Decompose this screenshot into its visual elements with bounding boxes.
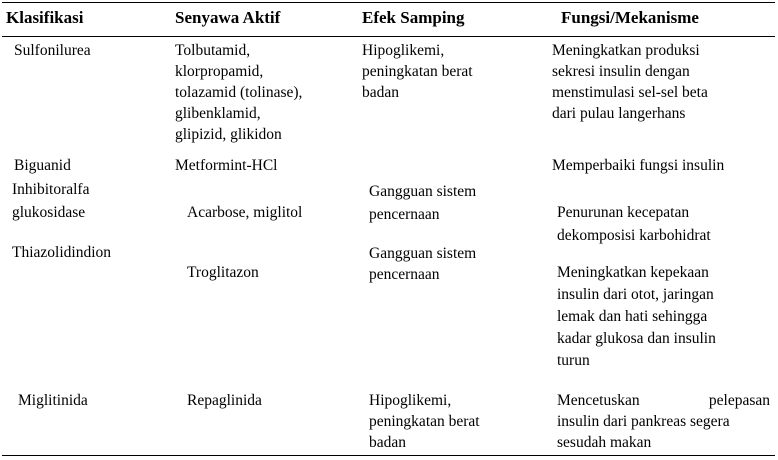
cell-fungsi-line: Meningkatkan produksi bbox=[552, 42, 700, 59]
cell-senyawa-line: Acarbose, miglitol bbox=[187, 204, 303, 221]
cell-fungsi-line: insulin dari otot, jaringan bbox=[557, 286, 714, 303]
cell-fungsi-line: lemak dan hati sehingga bbox=[557, 308, 708, 325]
cell-senyawa-line: klorpropamid, bbox=[175, 63, 264, 80]
header-efek-samping: Efek Samping bbox=[362, 8, 465, 27]
cell-efek-line: badan bbox=[369, 434, 407, 451]
cell-senyawa-line: Metformint-HCl bbox=[175, 157, 278, 174]
cell-klasifikasi: Biguanid bbox=[14, 157, 71, 174]
header-klasifikasi: Klasifikasi bbox=[6, 8, 84, 27]
cell-fungsi-line: Mencetuskan pelepasan bbox=[557, 392, 770, 409]
cell-efek-line: Hipoglikemi, bbox=[362, 42, 445, 59]
cell-fungsi-line: dekomposisi karbohidrat bbox=[557, 227, 711, 244]
cell-klasifikasi-line: Inhibitoralfa bbox=[12, 181, 90, 198]
cell-fungsi-line: Penurunan kecepatan bbox=[557, 204, 690, 221]
cell-senyawa-line: glipizid, glikidon bbox=[175, 126, 282, 143]
cell-fungsi-line: dari pulau langerhans bbox=[552, 105, 686, 122]
cell-fungsi-line: Meningkatkan kepekaan bbox=[557, 264, 709, 281]
cell-efek-line: peningkatan berat bbox=[369, 413, 480, 430]
cell-senyawa-line: glibenklamid, bbox=[175, 105, 261, 122]
cell-fungsi-line: Memperbaiki fungsi insulin bbox=[552, 157, 725, 174]
header-senyawa-aktif: Senyawa Aktif bbox=[175, 8, 281, 27]
cell-fungsi-line: insulin dari pankreas segera bbox=[557, 413, 730, 430]
cell-efek-line: Hipoglikemi, bbox=[369, 392, 452, 409]
cell-fungsi-line: sesudah makan bbox=[557, 434, 652, 451]
cell-efek-line: Gangguan sistem bbox=[369, 183, 477, 200]
cell-klasifikasi-line: glukosidase bbox=[12, 204, 86, 221]
header-rule bbox=[2, 36, 775, 37]
cell-efek-line: pencernaan bbox=[369, 206, 440, 223]
cell-efek-line: peningkatan berat bbox=[362, 63, 473, 80]
cell-klasifikasi: Sulfonilurea bbox=[14, 42, 91, 59]
bottom-rule bbox=[2, 455, 775, 456]
cell-efek-line: pencernaan bbox=[369, 266, 440, 283]
top-rule bbox=[2, 2, 775, 3]
cell-klasifikasi: Miglitinida bbox=[18, 392, 88, 409]
cell-fungsi-line: turun bbox=[557, 352, 590, 369]
cell-klasifikasi: Thiazolidindion bbox=[12, 244, 112, 261]
cell-efek-line: Gangguan sistem bbox=[369, 245, 477, 262]
cell-fungsi-line: kadar glukosa dan insulin bbox=[557, 330, 716, 347]
cell-senyawa-line: Tolbutamid, bbox=[175, 42, 251, 59]
cell-fungsi-line: menstimulasi sel-sel beta bbox=[552, 84, 708, 101]
cell-senyawa-line: Repaglinida bbox=[187, 392, 262, 409]
cell-senyawa-line: tolazamid (tolinase), bbox=[175, 84, 303, 101]
cell-efek-line: badan bbox=[362, 84, 400, 101]
header-fungsi-mekanisme: Fungsi/Mekanisme bbox=[561, 8, 699, 27]
cell-senyawa-line: Troglitazon bbox=[187, 264, 259, 281]
cell-fungsi-line: sekresi insulin dengan bbox=[552, 63, 690, 80]
